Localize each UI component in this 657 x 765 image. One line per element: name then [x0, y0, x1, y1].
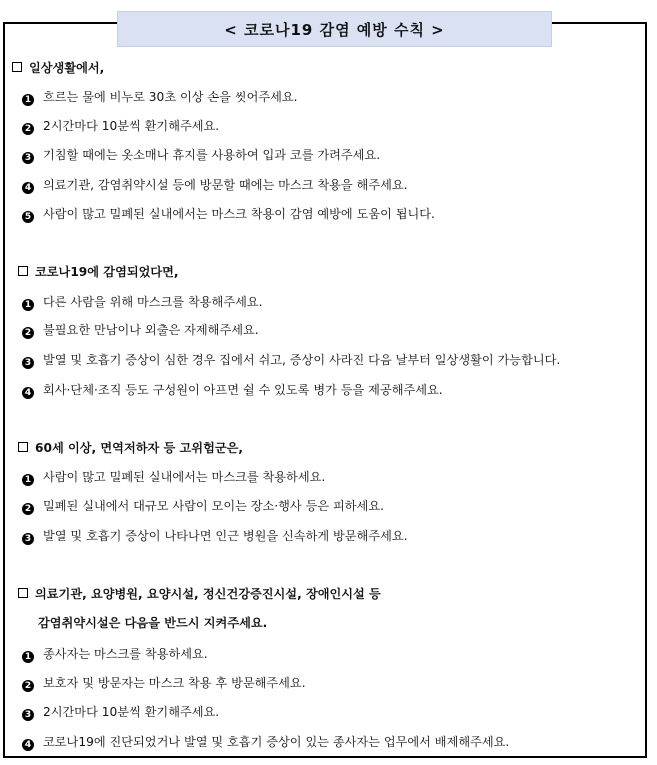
number-circle-icon: 2	[22, 123, 34, 135]
number-circle-icon: 1	[22, 94, 34, 106]
section-heading-text: 60세 이상, 면역저하자 등 고위험군은,	[35, 441, 244, 455]
list-item-text: 회사·단체·조직 등도 구성원이 아프면 쉴 수 있도록 병가 등을 제공해주세요.	[43, 383, 443, 397]
list-item-text: 다른 사람을 위해 마스크를 착용해주세요.	[43, 295, 263, 309]
list-item	[22, 469, 325, 486]
list-item-text: 기침할 때에는 옷소매나 휴지를 사용하여 입과 코를 가려주세요.	[43, 148, 381, 162]
checkbox-square-icon	[18, 588, 28, 598]
list-item-text: 2시간마다 10분씩 환기해주세요.	[43, 705, 220, 719]
list-item-text: 종사자는 마스크를 착용하세요.	[43, 647, 208, 661]
section-heading	[18, 264, 179, 280]
number-circle-icon: 2	[22, 680, 34, 692]
number-circle-icon: 3	[22, 357, 34, 369]
list-item	[22, 352, 560, 369]
list-item-text: 2시간마다 10분씩 환기해주세요.	[43, 119, 220, 133]
list-item	[22, 382, 443, 399]
list-item	[22, 147, 380, 164]
number-circle-icon: 2	[22, 327, 34, 339]
section-heading-text: 일상생활에서,	[29, 61, 105, 75]
list-item-text: 사람이 많고 밀폐된 실내에서는 마스크를 착용하세요.	[43, 470, 326, 484]
number-circle-icon: 1	[22, 299, 34, 311]
checkbox-square-icon	[18, 266, 28, 276]
list-item	[22, 646, 208, 663]
number-circle-icon: 2	[22, 503, 34, 515]
list-item	[22, 322, 259, 339]
list-item	[22, 528, 408, 545]
list-item	[22, 675, 306, 692]
list-item	[22, 734, 509, 751]
list-item	[22, 704, 219, 721]
list-item-text: 보호자 및 방문자는 마스크 착용 후 방문해주세요.	[43, 676, 306, 690]
list-item-text: 발열 및 호흡기 증상이 심한 경우 집에서 쉬고, 증상이 사라진 다음 날부터 일상생활이 가능합니다.	[43, 353, 561, 367]
list-item-text: 불필요한 만남이나 외출은 자제해주세요.	[43, 323, 259, 337]
list-item-text: 흐르는 물에 비누로 30초 이상 손을 씻어주세요.	[43, 90, 298, 104]
number-circle-icon: 3	[22, 709, 34, 721]
number-circle-icon: 5	[22, 211, 34, 223]
section-heading-text: 코로나19에 감염되었다면,	[35, 265, 179, 279]
section-heading-text: 의료기관, 요양병원, 요양시설, 정신건강증진시설, 장애인시설 등	[35, 587, 381, 601]
number-circle-icon: 1	[22, 651, 34, 663]
number-circle-icon: 4	[22, 387, 34, 399]
section-heading	[18, 586, 381, 602]
list-item	[22, 294, 263, 311]
section-heading-continued: 감염취약시설은 다음을 반드시 지켜주세요.	[38, 616, 268, 630]
list-item-text: 밀폐된 실내에서 대규모 사람이 모이는 장소·행사 등은 피하세요.	[43, 499, 384, 513]
list-item-text: 코로나19에 진단되었거나 발열 및 호흡기 증상이 있는 종사자는 업무에서 배제해주세요.	[43, 735, 510, 749]
list-item	[22, 498, 384, 515]
checkbox-square-icon	[12, 62, 22, 72]
number-circle-icon: 4	[22, 182, 34, 194]
section-heading	[18, 440, 243, 456]
page-title: < 코로나19 감염 예방 수칙 >	[117, 11, 552, 47]
number-circle-icon: 3	[22, 152, 34, 164]
number-circle-icon: 3	[22, 533, 34, 545]
section-heading	[12, 60, 104, 76]
list-item	[22, 177, 408, 194]
checkbox-square-icon	[18, 442, 28, 452]
number-circle-icon: 1	[22, 474, 34, 486]
list-item	[22, 89, 298, 106]
list-item-text: 사람이 많고 밀폐된 실내에서는 마스크 착용이 감염 예방에 도움이 됩니다.	[43, 207, 435, 221]
list-item-text: 발열 및 호흡기 증상이 나타나면 인근 병원을 신속하게 방문해주세요.	[43, 529, 408, 543]
list-item	[22, 118, 219, 135]
list-item	[22, 206, 435, 223]
number-circle-icon: 4	[22, 739, 34, 751]
list-item-text: 의료기관, 감염취약시설 등에 방문할 때에는 마스크 착용을 해주세요.	[43, 178, 408, 192]
